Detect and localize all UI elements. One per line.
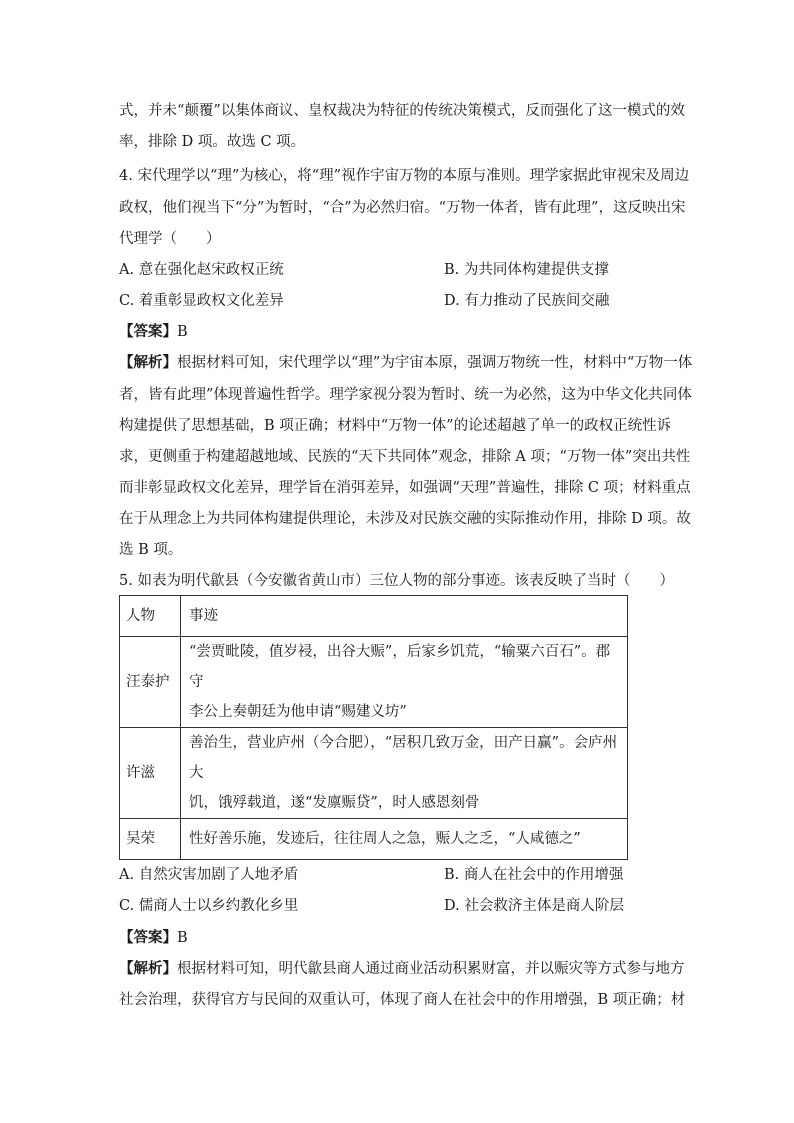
q5-option-a: A. 自然灾害加剧了人地矛盾 [119,867,299,883]
person-name: 汪泰护 [120,637,181,728]
deeds-line: “尝贾毗陵，值岁祲，出谷大赈”，后家乡饥荒，“输粟六百石”。郡守 [189,644,611,690]
explanation-label: 【解析】 [119,960,177,977]
explanation-line: 求，更侧重于构建超越地域、民族的“天下共同体”观念，排除 A 项；“万物一体”突出共性 [119,449,691,465]
q5-explanation [119,959,685,979]
q4-option-b: B. 为共同体构建提供支撑 [444,262,609,278]
answer-label: 【答案】 [119,323,177,340]
person-deeds [181,637,628,728]
deeds-line: 饥，饿殍载道，遂“发廪赈贷”，时人感恩刻骨 [189,795,480,811]
question-4-stem: 4. 宋代理学以“理”为核心，将“理”视作宇宙万物的本原与准则。理学家据此审视宋及周边 [119,168,690,184]
q4-option-c: C. 着重彰显政权文化差异 [119,293,284,309]
q5-option-c: C. 儒商人士以乡约教化乡里 [119,898,299,914]
answer-value: B [177,324,188,340]
answer-label: 【答案】 [119,929,177,946]
table-header-cell: 事迹 [181,596,628,637]
table-row [120,637,628,728]
paragraph-line: 率，排除 D 项。故选 C 项。 [119,134,306,150]
q4-option-d: D. 有力推动了民族间交融 [444,293,610,309]
table-header-row [120,596,628,637]
q5-option-d: D. 社会救济主体是商人阶层 [444,898,624,914]
deeds-line: 性好善乐施，发迹后，往往周人之急，赈人之乏，“人咸德之” [189,831,581,847]
deeds-line: 李公上奏朝廷为他申请“赐建义坊” [189,704,407,720]
explanation-label: 【解析】 [119,354,177,371]
q5-answer [119,928,188,948]
explanation-text: 根据材料可知，明代歙县商人通过商业活动积累财富，并以赈灾等方式参与地方 [177,961,685,977]
figures-table [119,595,628,860]
person-deeds [181,728,628,819]
person-name: 许滋 [120,728,181,819]
answer-value: B [177,930,188,946]
person-name: 吴荣 [120,819,181,860]
table-row [120,728,628,819]
table-header-cell: 人物 [120,596,181,637]
explanation-text: 根据材料可知，宋代理学以“理”为宇宙本原，强调万物统一性，材料中“万物一体 [177,355,693,371]
deeds-line: 善治生，营业庐州（今合肥），“居积几致万金，田产日赢”。会庐州大 [189,735,618,781]
q5-option-b: B. 商人在社会中的作用增强 [444,867,624,883]
q4-option-a: A. 意在强化赵宋政权正统 [119,262,284,278]
q4-explanation [119,353,692,373]
explanation-line: 社会治理，获得官方与民间的双重认可，体现了商人在社会中的作用增强，B 项正确；材 [119,992,686,1008]
question-5-stem: 5. 如表为明代歙县（今安徽省黄山市）三位人物的部分事迹。该表反映了当时（ ） [119,573,674,589]
explanation-line: 构建提供了思想基础，B 项正确；材料中“万物一体”的论述超越了单一的政权正统性诉 [119,418,672,434]
explanation-line: 选 B 项。 [119,542,183,558]
table-row [120,819,628,860]
explanation-line: 而非彰显政权文化差异，理学旨在消弭差异，如强调“天理”普遍性，排除 C 项；材料重点 [119,480,691,496]
question-4-stem: 政权，他们视当下“分”为暂时，“合”为必然归宿。“万物一体者，皆有此理”，这反映出宋 [119,200,686,216]
person-deeds [181,819,628,860]
explanation-line: 在于从理念上为共同体构建提供理论，未涉及对民族交融的实际推动作用，排除 D 项。故 [119,511,691,527]
explanation-line: 者，皆有此理”体现普遍性哲学。理学家视分裂为暂时、统一为必然，这为中华文化共同体 [119,387,692,403]
paragraph-line: 式，并未“颠覆”以集体商议、皇权裁决为特征的传统决策模式，反而强化了这一模式的效 [119,103,685,119]
q4-answer [119,322,188,342]
question-4-stem: 代理学（ ） [119,231,221,247]
